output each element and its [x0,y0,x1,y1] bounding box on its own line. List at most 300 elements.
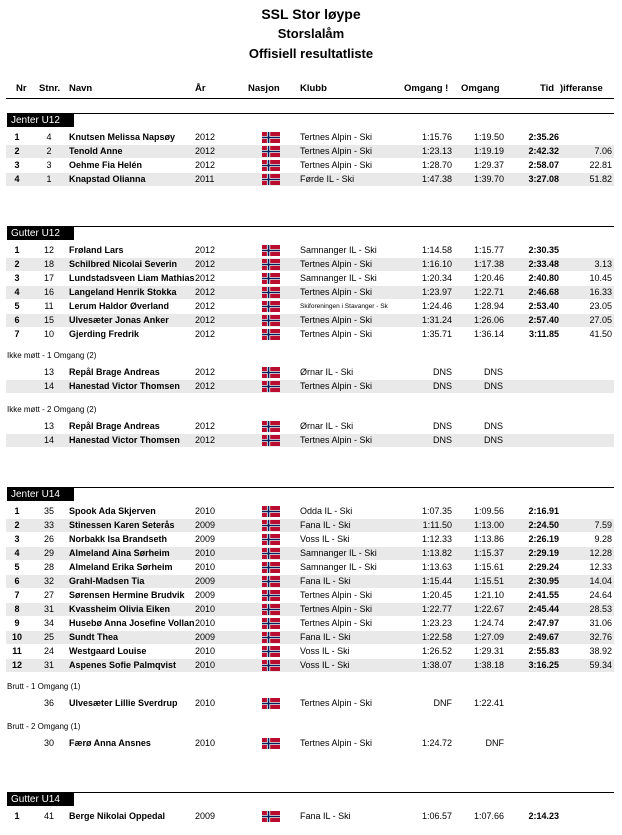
section-header [7,487,614,501]
run1-time: 1:23.97 [421,287,452,297]
birth-year: 2009 [195,520,216,530]
table-row [6,131,614,144]
table-row [6,810,614,823]
birth-year: 2010 [195,646,216,656]
athlete-name: Oehme Fia Helén [69,160,143,170]
run1-time: 1:12.33 [421,534,452,544]
total-time: 2:57.40 [528,315,559,325]
athlete-name: Almeland Erika Sørheim [69,562,173,572]
table-row [6,300,614,313]
birth-year: 2012 [195,421,216,431]
athlete-name: Hanestad Victor Thomsen [69,381,180,391]
table-row [6,631,614,644]
table-row [6,659,614,672]
run1-time: 1:24.46 [421,301,452,311]
total-time: 2:35.26 [528,132,559,142]
col-nation: Nasjon [248,83,280,94]
total-time: 2:33.48 [528,259,559,269]
run2-time: 1:15.51 [473,576,504,586]
time-difference: 7.06 [594,146,612,156]
norway-flag-icon [262,381,280,392]
table-row [6,328,614,341]
club-name: Tertnes Alpin - Ski [300,132,373,142]
birth-year: 2012 [195,301,216,311]
birth-year: 2009 [195,632,216,642]
rank-cell: 4 [14,174,20,184]
birth-year: 2012 [195,132,216,142]
rank-cell: 11 [12,646,22,656]
athlete-name: Lundstadsveen Liam Mathias [69,273,195,283]
bib-cell: 41 [43,811,54,821]
birth-year: 2009 [195,576,216,586]
run2-time: 1:39.70 [473,174,504,184]
run2-time: 1:28.94 [473,301,504,311]
club-name: Voss IL - Ski [300,646,350,656]
run2-time: 1:22.67 [473,604,504,614]
run2-time: 1:07.66 [473,811,504,821]
total-time: 2:30.95 [528,576,559,586]
time-difference: 23.05 [589,301,612,311]
club-name: Ørnar IL - Ski [300,367,354,377]
run2-time: 1:15.61 [473,562,504,572]
run2-time: DNS [483,421,503,431]
time-difference: 7.59 [594,520,612,530]
club-name: Ørnar IL - Ski [300,421,354,431]
col-nr: Nr [16,83,27,94]
birth-year: 2012 [195,273,216,283]
table-row [6,434,614,447]
club-name: Tertnes Alpin - Ski [300,738,373,748]
norway-flag-icon [262,273,280,284]
run2-time: 1:36.14 [473,329,504,339]
time-difference: 31.06 [589,618,612,628]
athlete-name: Almeland Aina Sørheim [69,548,170,558]
birth-year: 2012 [195,245,216,255]
time-difference: 59.34 [589,660,612,670]
athlete-name: Repål Brage Andreas [69,367,160,377]
run1-time: 1:24.72 [421,738,452,748]
bib-cell: 14 [43,381,54,391]
athlete-name: Grahl-Madsen Tia [69,576,145,586]
athlete-name: Norbakk Isa Brandseth [69,534,168,544]
rank-cell: 2 [14,146,20,156]
athlete-name: Frøland Lars [69,245,124,255]
birth-year: 2010 [195,548,216,558]
athlete-name: Stinessen Karen Seterås [69,520,175,530]
club-name: Voss IL - Ski [300,660,350,670]
athlete-name: Gjerding Fredrik [69,329,140,339]
norway-flag-icon [262,259,280,270]
club-name: Fana IL - Ski [300,520,351,530]
col-name: Navn [69,83,93,94]
run1-time: 1:31.24 [421,315,452,325]
run2-time: 1:38.18 [473,660,504,670]
table-row [6,519,614,532]
norway-flag-icon [262,132,280,143]
rank-cell: 1 [14,245,20,255]
time-difference: 27.05 [589,315,612,325]
birth-year: 2012 [195,259,216,269]
rank-cell: 6 [14,315,20,325]
section-header [7,113,614,127]
athlete-name: Aspenes Sofie Palmqvist [69,660,177,670]
run2-time: DNS [483,381,503,391]
bib-cell: 36 [43,698,54,708]
club-name: Samnanger IL - Ski [300,273,377,283]
run1-time: 1:22.77 [421,604,452,614]
table-row [6,272,614,285]
norway-flag-icon [262,329,280,340]
athlete-name: Repål Brage Andreas [69,421,160,431]
norway-flag-icon [262,506,280,517]
total-time: 2:29.24 [528,562,559,572]
birth-year: 2011 [195,174,215,184]
total-time: 2:30.35 [528,245,559,255]
birth-year: 2010 [195,604,216,614]
athlete-name: Husebø Anna Josefine Vollan [69,618,195,628]
birth-year: 2012 [195,367,216,377]
table-row [6,244,614,257]
run2-time: 1:24.74 [473,618,504,628]
rank-cell: 2 [14,259,20,269]
time-difference: 12.28 [589,548,612,558]
club-name: Skiforeningen i Stavanger - Sk [300,303,388,310]
bib-cell: 35 [43,506,54,516]
athlete-name: Spook Ada Skjerven [69,506,156,516]
group-label: Brutt - 1 Omgang (1) [7,682,81,691]
bib-cell: 34 [43,618,54,628]
athlete-name: Lerum Haldor Øverland [69,301,170,311]
birth-year: 2012 [195,287,216,297]
athlete-name: Hanestad Victor Thomsen [69,435,180,445]
club-name: Tertnes Alpin - Ski [300,259,373,269]
run1-time: 1:38.07 [421,660,452,670]
total-time: 2:58.07 [528,160,559,170]
run1-time: 1:20.34 [421,273,452,283]
bib-cell: 3 [46,160,52,170]
total-time: 3:27.08 [528,174,559,184]
birth-year: 2010 [195,738,216,748]
club-name: Samnanger IL - Ski [300,562,377,572]
athlete-name: Tenold Anne [69,146,123,156]
table-row [6,286,614,299]
run1-time: 1:15.44 [421,576,452,586]
norway-flag-icon [262,738,280,749]
run2-time: 1:29.31 [473,646,504,656]
run2-time: DNS [483,435,503,445]
bib-cell: 32 [43,576,54,586]
time-difference: 16.33 [589,287,612,297]
run1-time: 1:22.58 [421,632,452,642]
time-difference: 22.81 [589,160,612,170]
table-row [6,420,614,433]
table-row [6,737,614,750]
norway-flag-icon [262,315,280,326]
run2-time: DNF [485,738,504,748]
time-difference: 12.33 [589,562,612,572]
norway-flag-icon [262,646,280,657]
rank-cell: 3 [14,534,20,544]
table-row [6,617,614,630]
run2-time: 1:27.09 [473,632,504,642]
norway-flag-icon [262,660,280,671]
run1-time: DNS [432,367,452,377]
athlete-name: Ulvesæter Jonas Anker [69,315,169,325]
run2-time: 1:26.06 [473,315,504,325]
athlete-name: Berge Nikolai Oppedal [69,811,166,821]
col-run2: Omgang [461,83,500,94]
rank-cell: 12 [11,660,22,670]
rank-cell: 6 [14,576,20,586]
section-label: Jenter U12 [7,114,74,127]
run2-time: 1:19.19 [473,146,504,156]
discipline-title: Storslalåm [277,26,345,41]
club-name: Tertnes Alpin - Ski [300,160,373,170]
athlete-name: Knapstad Olianna [69,174,146,184]
rank-cell: 1 [14,506,20,516]
total-time: 3:11.85 [528,329,559,339]
run1-time: 1:23.23 [421,618,452,628]
athlete-name: Westgaard Louise [69,646,147,656]
run1-time: 1:28.70 [421,160,452,170]
rank-cell: 7 [14,590,20,600]
club-name: Voss IL - Ski [300,534,350,544]
rank-cell: 8 [14,604,20,614]
club-name: Tertnes Alpin - Ski [300,698,373,708]
norway-flag-icon [262,562,280,573]
run2-time: 1:19.50 [473,132,504,142]
club-name: Tertnes Alpin - Ski [300,146,373,156]
run2-time: 1:29.37 [473,160,504,170]
run2-time: 1:17.38 [473,259,504,269]
section-header [7,226,614,240]
norway-flag-icon [262,160,280,171]
run2-time: 1:15.77 [473,245,504,255]
time-difference: 10.45 [589,273,612,283]
birth-year: 2010 [195,618,216,628]
table-row [6,603,614,616]
total-time: 2:46.68 [528,287,559,297]
rank-cell: 7 [14,329,20,339]
athlete-name: Sørensen Hermine Brudvik [69,590,185,600]
rank-cell: 3 [14,160,20,170]
bib-cell: 28 [43,562,54,572]
bib-cell: 4 [46,132,52,142]
run2-time: 1:13.00 [473,520,504,530]
time-difference: 3.13 [594,259,612,269]
norway-flag-icon [262,367,280,378]
birth-year: 2010 [195,660,216,670]
norway-flag-icon [262,632,280,643]
birth-year: 2012 [195,315,216,325]
norway-flag-icon [262,548,280,559]
bib-cell: 18 [43,259,54,269]
page-title: SSL Stor løype [261,6,361,22]
run1-time: 1:06.57 [421,811,452,821]
bib-cell: 2 [46,146,52,156]
bib-cell: 17 [43,273,54,283]
bib-cell: 24 [43,646,54,656]
birth-year: 2010 [195,698,216,708]
table-row [6,547,614,560]
total-time: 2:42.32 [528,146,559,156]
total-time: 2:40.80 [528,273,559,283]
rank-cell: 4 [14,287,20,297]
bib-cell: 31 [43,660,54,670]
total-time: 2:55.83 [528,646,559,656]
bib-cell: 15 [43,315,54,325]
section-label: Jenter U14 [7,488,74,501]
birth-year: 2012 [195,381,216,391]
birth-year: 2009 [195,590,216,600]
run2-time: 1:20.46 [473,273,504,283]
total-time: 2:16.91 [528,506,559,516]
total-time: 2:41.55 [528,590,559,600]
rank-cell: 1 [14,132,20,142]
table-row [6,366,614,379]
time-difference: 32.76 [589,632,612,642]
run2-time: 1:15.37 [473,548,504,558]
time-difference: 51.82 [589,174,612,184]
club-name: Tertnes Alpin - Ski [300,618,373,628]
run1-time: 1:14.58 [421,245,452,255]
run2-time: 1:22.41 [473,698,504,708]
section-label: Gutter U12 [7,227,74,240]
norway-flag-icon [262,520,280,531]
run1-time: 1:13.63 [421,562,452,572]
table-row [6,645,614,658]
club-name: Samnanger IL - Ski [300,245,377,255]
club-name: Fana IL - Ski [300,632,351,642]
list-subtitle: Offisiell resultatliste [248,46,374,61]
table-row [6,697,614,710]
run2-time: 1:13.86 [473,534,504,544]
birth-year: 2010 [195,562,216,572]
rank-cell: 4 [14,548,20,558]
run2-time: 1:21.10 [473,590,504,600]
birth-year: 2012 [195,146,216,156]
athlete-name: Færø Anna Ansnes [69,738,151,748]
run2-time: DNS [483,367,503,377]
norway-flag-icon [262,245,280,256]
athlete-name: Knutsen Melissa Napsøy [69,132,176,142]
run1-time: 1:20.45 [421,590,452,600]
table-row [6,505,614,518]
norway-flag-icon [262,421,280,432]
birth-year: 2012 [195,160,216,170]
norway-flag-icon [262,811,280,822]
norway-flag-icon [262,287,280,298]
club-name: Fana IL - Ski [300,811,351,821]
section-label: Gutter U14 [7,793,74,806]
total-time: 2:53.40 [528,301,559,311]
col-time: Tid [540,83,555,94]
col-diff: )ifferanse [560,83,603,94]
bib-cell: 31 [43,604,54,614]
group-label: Ikke møtt - 1 Omgang (2) [7,351,97,360]
col-run1: Omgang ! [404,83,449,94]
total-time: 2:47.97 [528,618,559,628]
time-difference: 14.04 [589,576,612,586]
norway-flag-icon [262,576,280,587]
birth-year: 2009 [195,811,216,821]
run1-time: 1:35.71 [421,329,452,339]
total-time: 2:26.19 [528,534,559,544]
time-difference: 28.53 [589,604,612,614]
norway-flag-icon [262,146,280,157]
col-year: År [195,83,206,94]
norway-flag-icon [262,534,280,545]
time-difference: 9.28 [594,534,612,544]
birth-year: 2012 [195,435,216,445]
bib-cell: 13 [43,421,54,431]
club-name: Samnanger IL - Ski [300,548,377,558]
bib-cell: 25 [43,632,54,642]
run1-time: 1:07.35 [421,506,452,516]
bib-cell: 33 [43,520,54,530]
run2-time: 1:22.71 [473,287,504,297]
club-name: Tertnes Alpin - Ski [300,315,373,325]
bib-cell: 30 [43,738,54,748]
bib-cell: 27 [43,590,54,600]
run1-time: 1:15.76 [421,132,452,142]
rank-cell: 5 [14,562,20,572]
bib-cell: 26 [43,534,54,544]
club-name: Odda IL - Ski [300,506,353,516]
run1-time: 1:16.10 [421,259,452,269]
athlete-name: Langeland Henrik Stokka [69,287,177,297]
norway-flag-icon [262,174,280,185]
table-row [6,561,614,574]
table-row [6,159,614,172]
table-row [6,258,614,271]
group-label: Ikke møtt - 2 Omgang (2) [7,405,97,414]
bib-cell: 12 [43,245,54,255]
group-label: Brutt - 2 Omgang (1) [7,722,81,731]
birth-year: 2012 [195,329,216,339]
table-row [6,173,614,186]
total-time: 2:49.67 [528,632,559,642]
bib-cell: 13 [43,367,54,377]
bib-cell: 10 [43,329,54,339]
birth-year: 2010 [195,506,216,516]
run1-time: 1:47.38 [421,174,452,184]
run1-time: DNS [432,421,452,431]
table-row [6,533,614,546]
bib-cell: 29 [43,548,54,558]
rank-cell: 1 [14,811,20,821]
athlete-name: Ulvesæter Lillie Sverdrup [69,698,178,708]
total-time: 2:45.44 [528,604,559,614]
norway-flag-icon [262,604,280,615]
norway-flag-icon [262,618,280,629]
table-row [6,575,614,588]
club-name: Tertnes Alpin - Ski [300,287,373,297]
rank-cell: 2 [14,520,20,530]
run1-time: DNF [433,698,452,708]
club-name: Førde IL - Ski [300,174,355,184]
time-difference: 38.92 [589,646,612,656]
athlete-name: Kvassheim Olivia Eiken [69,604,171,614]
bib-cell: 11 [44,301,54,311]
total-time: 2:24.50 [528,520,559,530]
table-row [6,145,614,158]
club-name: Fana IL - Ski [300,576,351,586]
total-time: 3:16.25 [528,660,559,670]
norway-flag-icon [262,301,280,312]
run1-time: DNS [432,381,452,391]
table-row [6,380,614,393]
